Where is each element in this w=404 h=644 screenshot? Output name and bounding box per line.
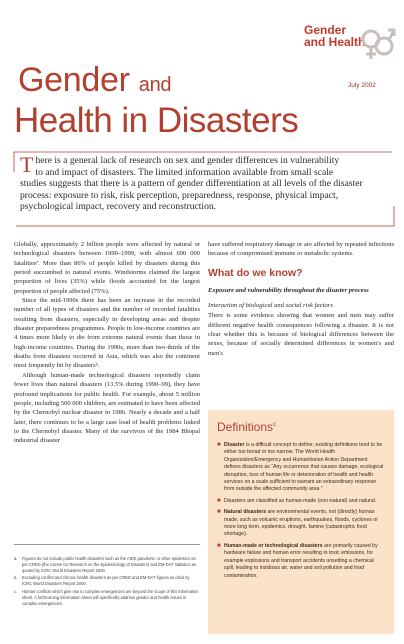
footnote-mark: a.	[14, 556, 18, 561]
heading-what-do-we-know: What do we know?	[208, 266, 303, 279]
logo-line2: and Health	[304, 35, 366, 49]
definitions-title-text: Definitions	[217, 420, 274, 434]
logo-text	[304, 24, 365, 48]
left-paragraph-1: Globally, approximately 2 billion people were affected by natural or technological disasters between 1990–1999, with almost 600 000 fatalitiesª. More than 86% of people killed by disasters during this period succumbed to natural events. Windstorms claimed the largest proportion of lives (35%) while floods accounted for the largest proportion of people affected (75%).	[14, 241, 200, 295]
bullet-icon: ■	[217, 497, 221, 504]
definition-classified	[217, 498, 385, 505]
right-paragraph-2: There is some evidence showing that women and men may suffer different negative health consequences following a disaster. It is not clear whether this is because of biological differences between the sexes, because of socially determined differences in women's and men's	[208, 312, 394, 357]
footnote-text: Human conflicts which give rise to complex emergencies are beyond the scope of this information sheet. A forthcoming information sheet will specifically address gender and health issues in complex emergencies.	[22, 588, 199, 606]
definition-natural	[217, 509, 385, 539]
intro-paragraph	[20, 152, 392, 213]
intro-line-1: here is a general lack of research on sex and gender differences in vulnerability	[35, 155, 340, 166]
left-paragraph-3: Although human-made technological disasters reportedly claim fewer lives than natural disasters (13.5% during 1990–99), they have profound implications for public health. For example, about 5 million people, including 500 000 children, are estimated to have been affected by the Chernobyl nuclear disaster in 1986. Nearly a decade and a half later, there continues to be a large case load of health problems linked to the Chernobyl disaster. Many of the survivors of the 1984 Bhopal industrial disaster	[14, 371, 200, 445]
right-column	[208, 240, 394, 358]
definitions-title	[217, 420, 385, 434]
footnote-b	[14, 575, 200, 587]
definition-term: Disaster	[224, 442, 245, 448]
title-line-2: Health in Disasters	[14, 101, 299, 140]
bullet-icon: ■	[217, 542, 221, 549]
intro-rest: studies suggests that there is a pattern of gender differentiation at all levels of the disaster process: exposure to risk, risk perception, preparedness, response, physical impact, psychological impact, recovery and reconstruction.	[20, 178, 363, 213]
definition-text: is a difficult concept to define; existing definitions tend to be either too broad or too narrow. The World Health Organization/Emergency and Humanitarian Action Department defines disasters as “Any occurrence that causes damage, ecological disruption, loss of human life or deterioration of health and health services on a scale sufficient to warrant an extraordinary response from outside the affected community area.”	[224, 442, 384, 493]
intro-line-2: to and impact of disasters. The limited information available from small scale	[35, 166, 334, 178]
definition-text: are primarily caused by hardware failure and human error resulting in toxic emissions, for example explosions and transport accidents unsetting a chemical spill, leading to insidious air, water and soil pollution and food contamination.	[224, 542, 378, 579]
definition-text: Disasters are classified as human-made (non-natural) and natural.	[224, 497, 377, 504]
footnote-mark: c.	[14, 588, 18, 594]
title-and: and	[138, 74, 172, 96]
logo-line1: Gender	[304, 23, 347, 37]
publication-date: July 2002	[348, 82, 376, 89]
heading-exposure: Exposure and vulnerability throughout the disaster process	[208, 287, 369, 295]
heading-interaction: Interaction of biological and social risk factors	[208, 302, 333, 310]
gender-and-health-logo	[304, 24, 396, 66]
footnote-a	[14, 556, 200, 573]
definition-text: are environmental events, not (directly) human made, such as volcanic eruptions, earthquakes, floods, cyclones or more long term, epidemics, drought, famine (catastrophic food shortage).	[224, 509, 378, 538]
bullet-icon: ■	[217, 509, 221, 516]
footnote-divider	[14, 544, 200, 545]
left-paragraph-2: Since the mid-1990s there has been an increase in the recorded number of all types of disasters and the number of recorded fatalities resulting from disasters, especially in developing areas and despite disaster preparedness programmes. People in low-income countries are 4 times more likely to die from extreme natural events than those in high-income countries. During the 1990s, more than two-thirds of the deaths from disasters occurred in Asia, which was also the continent most frequently hit by disastersᵇ.	[14, 297, 200, 370]
footnote-c	[14, 589, 200, 606]
footnote-mark: b.	[14, 575, 18, 581]
definitions-box	[208, 410, 394, 634]
definition-disaster	[217, 442, 385, 494]
title-line-1	[18, 62, 171, 103]
title-gender: Gender	[18, 61, 130, 99]
left-column	[14, 240, 200, 446]
definition-human-made	[217, 543, 385, 580]
footnote-text: Excluding conflict and chronic health disasters as per CRED and EM-DAT figures as cited by ICRC World Disasters Report 2000.	[22, 575, 190, 587]
right-paragraph-1: have suffered respiratory damage or are affected by repeated infections because of compromised immune or metabolic systems.	[208, 241, 394, 258]
drop-cap: T	[20, 152, 34, 177]
gender-symbols-icon	[360, 26, 396, 64]
footnotes	[14, 556, 200, 608]
definition-term: Human-made or technological disasters	[224, 542, 323, 549]
definitions-title-mark: c	[273, 422, 277, 428]
bullet-icon: ■	[217, 442, 221, 448]
footnote-text: Figures do not include public health disasters such as the AIDS pandemic or other epidemics as per CRED (the Centre for Research on the Epidemiology of Disasters) and EM-DAT statistics as quoted by ICRC World Disasters Report 2000.	[22, 556, 196, 573]
definition-term: Natural disasters	[224, 509, 267, 516]
